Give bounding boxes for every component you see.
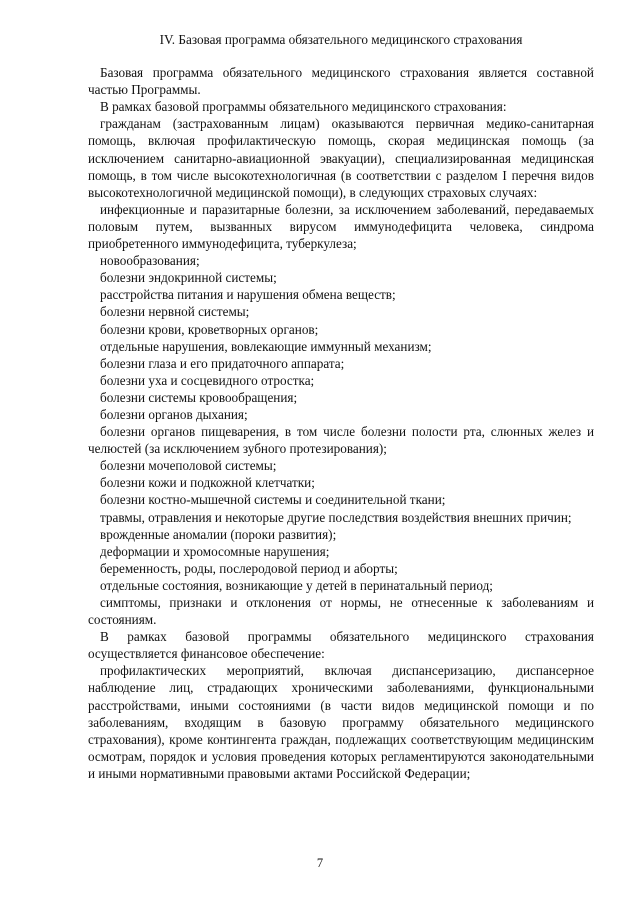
list-item: болезни кожи и подкожной клетчатки; bbox=[100, 475, 315, 491]
section-heading: IV. Базовая программа обязательного медицинского страхования bbox=[159, 32, 523, 47]
paragraph-scope: В рамках базовой программы обязательного медицинского страхования: bbox=[100, 99, 507, 115]
paragraph-care-types: гражданам (застрахованным лицам) оказываются первичная медико-санитарная помощь, включая профилактическую помощь, скорая медицинская помощь (за исключением санитарно-авиационной эвакуации), специализированная медицинская помощь, в том числе высокотехнологичная (в соответствии с разделом I перечня видов высокотехнологичной медицинской помощи), в следующих страховых случаях: bbox=[88, 116, 594, 200]
list-item: болезни системы кровообращения; bbox=[100, 389, 298, 405]
list-item: симптомы, признаки и отклонения от нормы, не отнесенные к заболеваниям и состояниям. bbox=[88, 595, 594, 628]
list-item: травмы, отравления и некоторые другие последствия воздействия внешних причин; bbox=[100, 509, 572, 525]
paragraph-preventive: профилактических мероприятий, включая диспансеризацию, диспансерное наблюдение лиц, страдающих хроническими заболеваниями, функциональными расстройствами, иными состояниями (в части видов медицинской помощи и по заболеваниям, входящим в базовую программу обязательного медицинского страхования), кроме контингента граждан, подлежащих соответствующим медицинским осмотрам, порядок и условия проведения которых регламентируются законодательными и иными нормативными правовыми актами Российской Федерации; bbox=[88, 663, 594, 781]
list-item: болезни крови, кроветворных органов; bbox=[100, 321, 319, 337]
list-item: деформации и хромосомные нарушения; bbox=[100, 543, 330, 559]
list-item: расстройства питания и нарушения обмена веществ; bbox=[100, 287, 396, 303]
list-item: врожденные аномалии (пороки развития); bbox=[100, 526, 337, 542]
list-item: инфекционные и паразитарные болезни, за исключением заболеваний, передаваемых половым путем, вызванных вирусом иммунодефицита человека, синдрома приобретенного иммунодефицита, туберкулеза; bbox=[88, 201, 594, 252]
list-item: беременность, роды, послеродовой период и аборты; bbox=[100, 560, 398, 576]
list-item: новообразования; bbox=[100, 253, 200, 269]
list-item: болезни нервной системы; bbox=[100, 304, 250, 320]
list-item: болезни эндокринной системы; bbox=[100, 270, 277, 286]
page-number: 7 bbox=[316, 856, 324, 870]
list-item: отдельные состояния, возникающие у детей в перинатальный период; bbox=[100, 577, 493, 593]
paragraph-finance-intro: В рамках базовой программы обязательного медицинского страхования осуществляется финансовое обеспечение: bbox=[88, 629, 594, 662]
list-item: болезни органов пищеварения, в том числе болезни полости рта, слюнных желез и челюстей (за исключением зубного протезирования); bbox=[88, 424, 594, 457]
list-item: болезни органов дыхания; bbox=[100, 406, 248, 422]
list-item: болезни костно-мышечной системы и соединительной ткани; bbox=[100, 492, 446, 508]
list-item: болезни глаза и его придаточного аппарата; bbox=[100, 355, 345, 371]
list-item: болезни мочеполовой системы; bbox=[100, 458, 277, 474]
page-content bbox=[88, 31, 594, 782]
list-item: болезни уха и сосцевидного отростка; bbox=[100, 372, 315, 388]
paragraph-intro: Базовая программа обязательного медицинского страхования является составной частью Программы. bbox=[88, 65, 594, 98]
list-item: отдельные нарушения, вовлекающие иммунный механизм; bbox=[100, 338, 432, 354]
